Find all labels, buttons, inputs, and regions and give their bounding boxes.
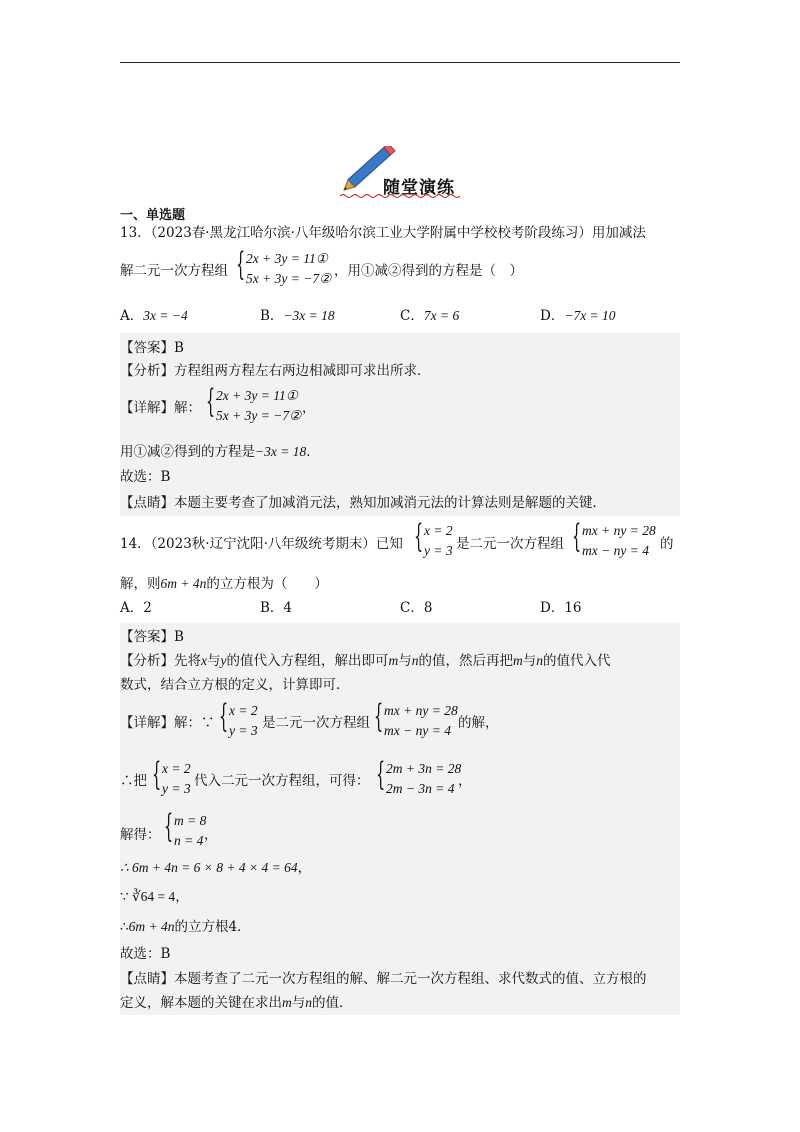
q14-calc-line: ∴ 6m + 4n = 6 × 8 + 4 × 4 = 64， — [120, 860, 312, 876]
q13-option-a: A．3x = −4 — [120, 308, 188, 324]
q14-solve-suffix: ， — [204, 827, 218, 843]
q14-detail-sys-brace: { — [374, 697, 384, 735]
q14-sub-sys1: 2m + 3n = 28 — [386, 761, 462, 776]
q13-analysis: 【分析】方程组两方程左右两边相减即可求出所求． — [120, 363, 431, 379]
q14-sub-eq1: x = 2 — [162, 761, 191, 776]
q14-sub-sys-brace: { — [376, 755, 386, 793]
banner-title: 随堂演练 — [383, 178, 455, 198]
q14-sub-eq2: y = 3 — [162, 781, 191, 796]
q13-stem-line1: 13．（2023春·黑龙江哈尔滨·八年级哈尔滨工业大学附属中学校校考阶段练习）用加减法 — [120, 225, 646, 241]
q14-system-eq2: mx − ny = 4 — [582, 543, 649, 558]
q13-option-d: D．−7x = 10 — [540, 308, 616, 324]
q14-sub-brace: { — [152, 755, 162, 793]
q14-detail-brace: { — [219, 697, 229, 735]
q14-analysis-line1: 【分析】先将x与y的值代入方程组，解出即可m与n的值，然后再把m与n的值代入代 — [120, 653, 611, 669]
q14-known-eq1: x = 2 — [424, 523, 453, 538]
q14-detail-eq2: y = 3 — [229, 723, 258, 738]
q13-answer-box — [120, 333, 680, 516]
wavy-underline — [340, 193, 460, 199]
q14-stem-line2: 解，则6m + 4n的立方根为（ ） — [120, 576, 328, 592]
q13-choice: 故选：B — [120, 469, 171, 485]
q14-option-d: D．16 — [540, 600, 582, 616]
q13-option-c: C．7x = 6 — [400, 308, 460, 324]
q14-conclusion: ∴6m + 4n的立方根4． — [120, 919, 251, 935]
q14-detail-sys2: mx − ny = 4 — [384, 723, 451, 738]
q14-answer: 【答案】B — [120, 629, 184, 645]
q13-system-eq2: 5x + 3y = −7② — [246, 271, 332, 286]
q13-stem-suffix: ，用①减②得到的方程是（ ） — [334, 263, 523, 279]
top-rule — [120, 62, 680, 63]
q14-sub-suffix: ， — [458, 773, 472, 789]
q14-detail-suffix: 的解， — [458, 715, 499, 731]
q14-solve-eq1: m = 8 — [174, 813, 207, 828]
q13-system-eq1: 2x + 3y = 11① — [246, 251, 328, 266]
q14-sub-prefix: ∴把 — [120, 773, 147, 789]
section-heading: 一、单选题 — [120, 208, 186, 223]
q13-detail-brace: { — [206, 382, 216, 420]
q13-comment: 【点睛】本题主要考查了加减消元法，熟知加减消元法的计算法则是解题的关键． — [120, 495, 606, 511]
q13-detail-prefix: 【详解】解： — [120, 400, 201, 416]
q14-detail-eq1: x = 2 — [229, 703, 258, 718]
q14-comment-line2: 定义，解本题的关键在求出m与n的值． — [120, 995, 353, 1011]
q14-system-brace: { — [572, 517, 582, 555]
q14-stem-prefix: 14．（2023秋·辽宁沈阳·八年级统考期末）已知 — [120, 536, 403, 552]
q14-choice: 故选：B — [120, 946, 171, 962]
q13-result: 用①减②得到的方程是−3x = 18． — [120, 444, 320, 460]
q14-option-b: B．4 — [260, 600, 293, 616]
q14-comment-line1: 【点睛】本题考查了二元一次方程组的解、解二元一次方程组、求代数式的值、立方根的 — [120, 971, 647, 987]
q14-sub-mid: 代入二元一次方程组，可得： — [194, 773, 370, 789]
q14-solve-prefix: 解得： — [120, 827, 161, 843]
q13-option-b: B．−3x = 18 — [260, 308, 335, 324]
q14-known-eq2: y = 3 — [424, 543, 453, 558]
q14-solve-brace: { — [164, 807, 174, 845]
q13-detail-comma: ， — [302, 400, 316, 416]
q14-stem-suffix: 的 — [660, 536, 674, 552]
q14-analysis-line2: 数式，结合立方根的定义，计算即可． — [120, 677, 350, 693]
q14-sub-sys2: 2m − 3n = 4 — [386, 781, 455, 796]
q14-root-line: ∵ ∛64 = 4， — [120, 889, 189, 905]
q14-option-c: C．8 — [400, 600, 433, 616]
q14-known-brace: { — [414, 517, 424, 555]
q13-brace: { — [236, 245, 246, 283]
q14-detail-sys1: mx + ny = 28 — [384, 703, 458, 718]
q14-solve-eq2: n = 4 — [174, 833, 204, 848]
q14-detail-mid: 是二元一次方程组 — [262, 715, 370, 731]
q14-system-eq1: mx + ny = 28 — [582, 523, 656, 538]
q14-detail-prefix: 【详解】解：∵ — [120, 715, 215, 731]
q14-option-a: A．2 — [120, 600, 152, 616]
q13-detail-eq1: 2x + 3y = 11① — [216, 388, 298, 403]
q13-detail-eq2: 5x + 3y = −7② — [216, 408, 302, 423]
q14-stem-mid: 是二元一次方程组 — [456, 536, 564, 552]
q13-answer: 【答案】B — [120, 340, 184, 356]
q13-stem-prefix: 解二元一次方程组 — [120, 263, 228, 279]
